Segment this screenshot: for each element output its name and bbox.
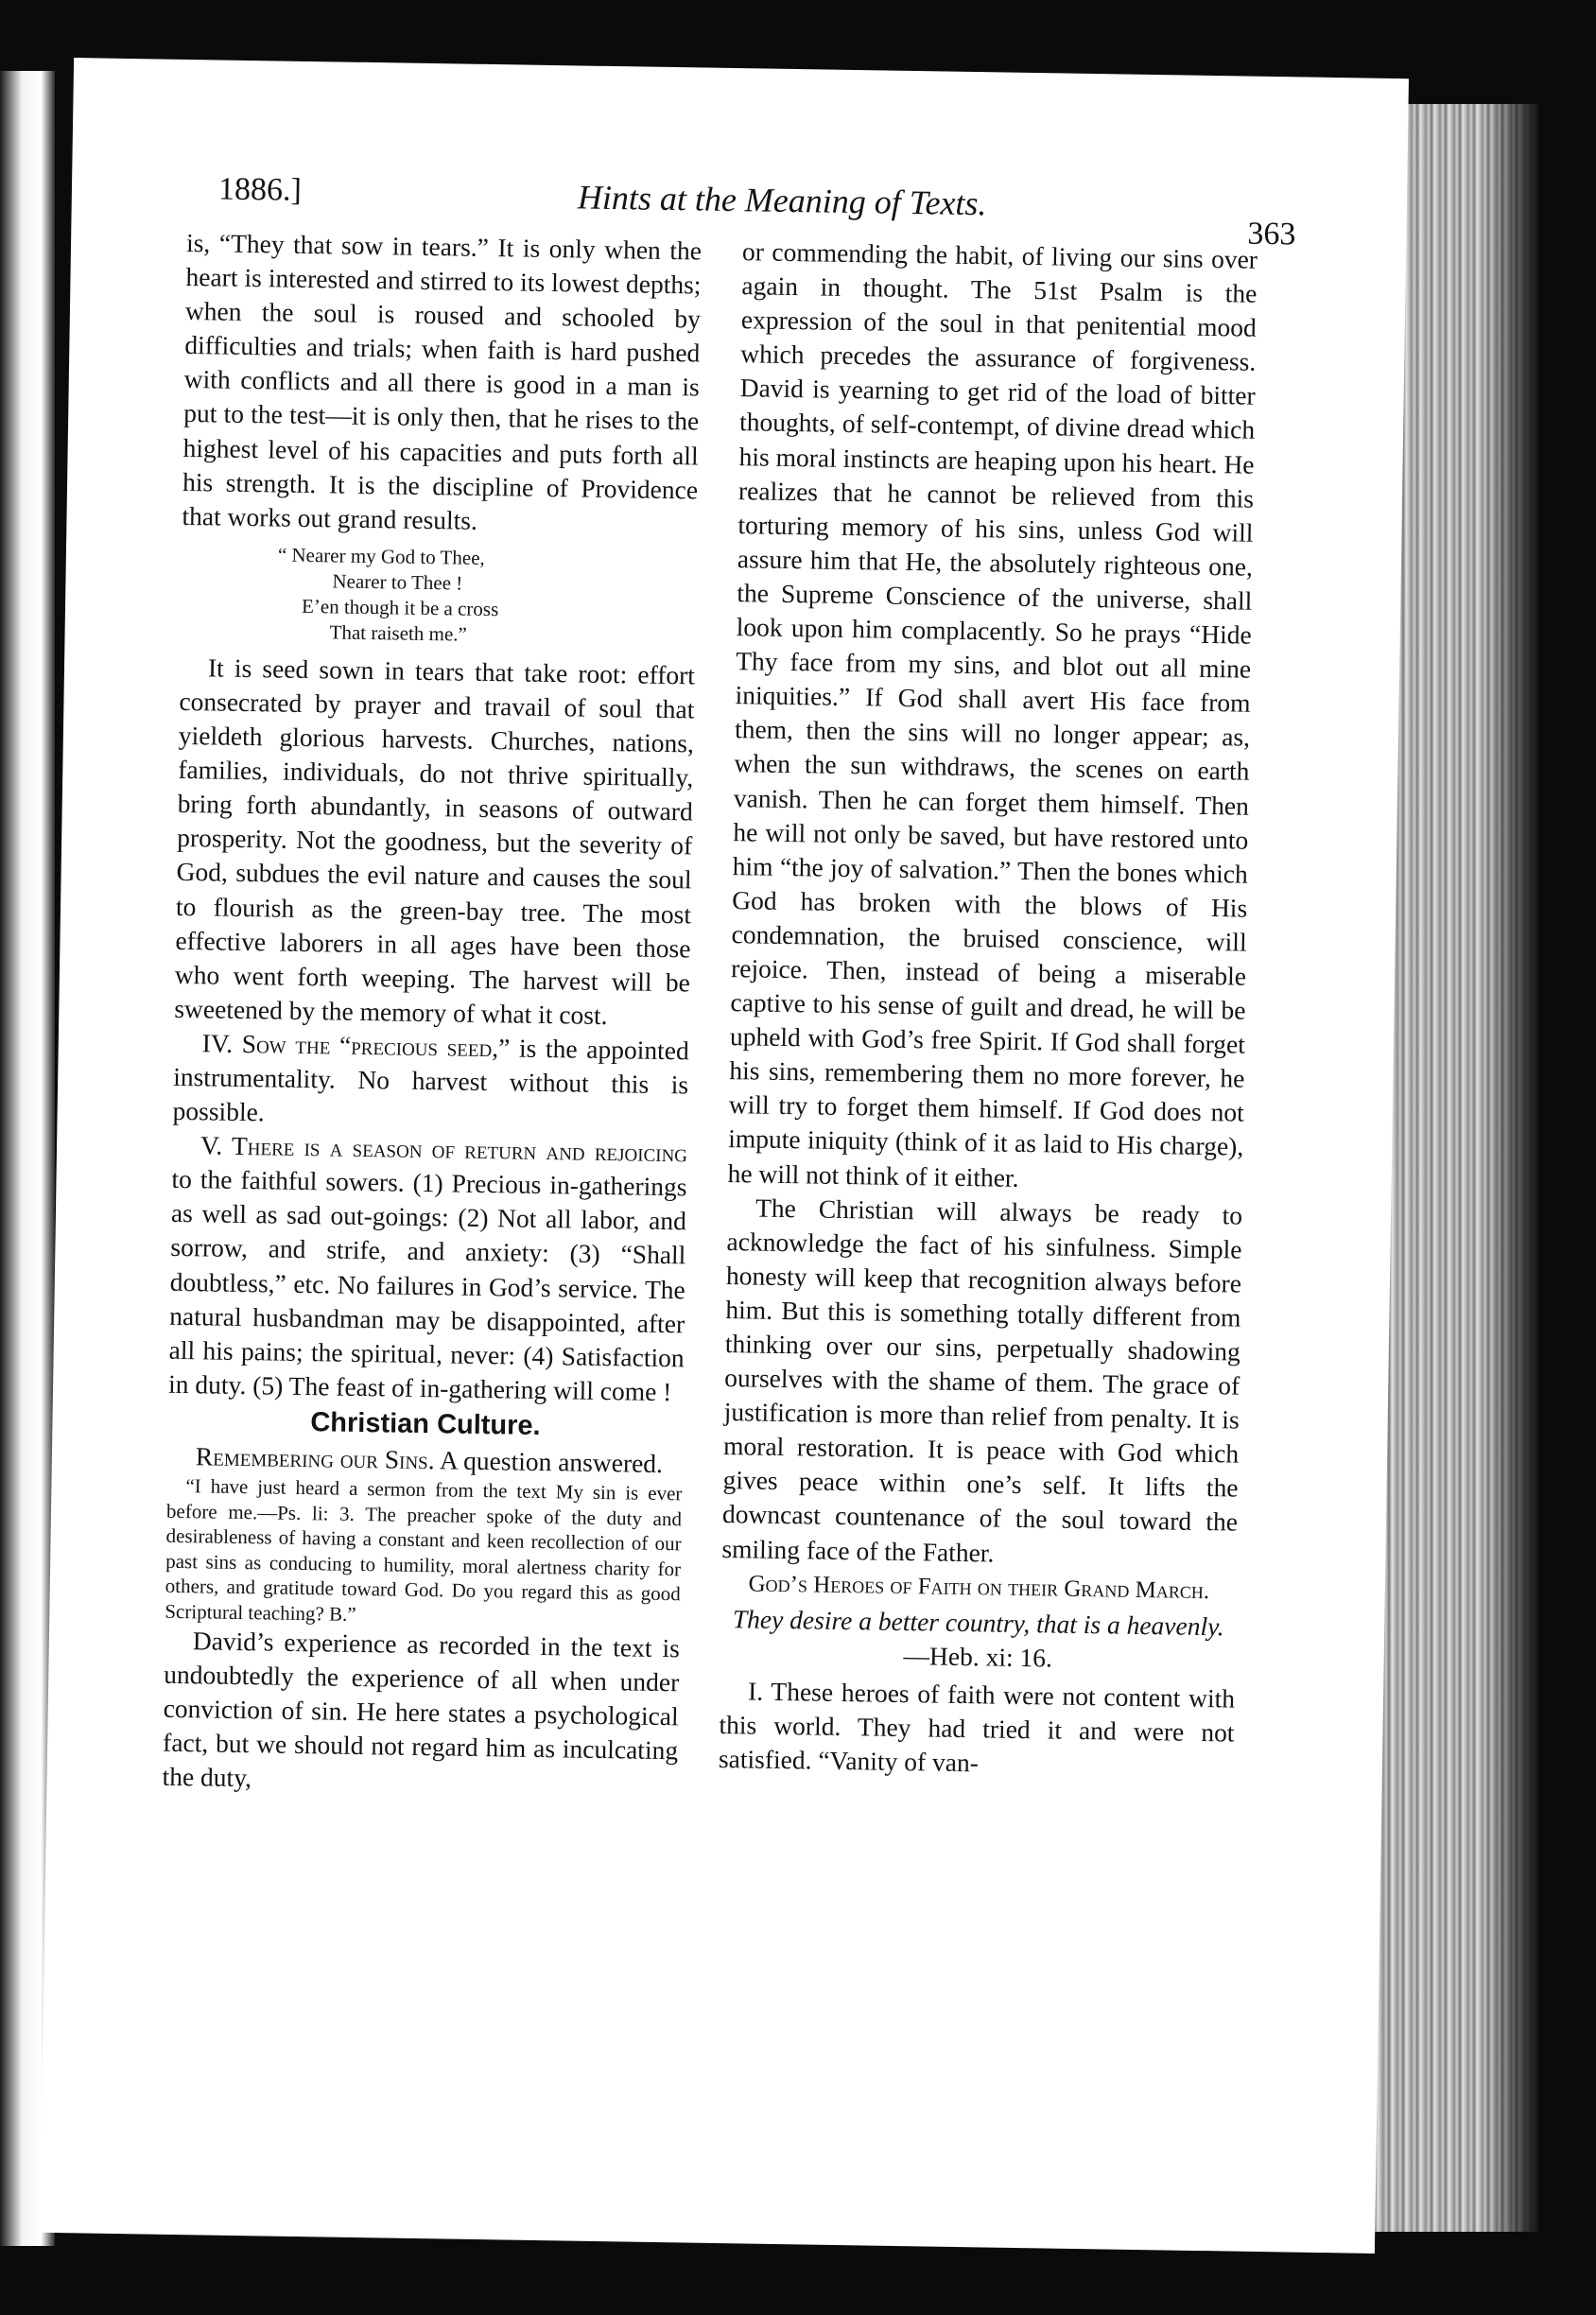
section-text: to the faithful sowers. (1) Precious in-gatherings as well as sad out-goings: (2) Not all labor, and sorrow, and strife, and anxiety: (3) “Shall doubtless,” etc. No failures in God’s service. The natural husbandman may be disappointed, after all his pains; the spiritual, never: (4) Satisfaction in duty. (5) The feast of in-gathering will come ! — [167, 1164, 687, 1406]
section-heading: Christian Culture. — [310, 1407, 541, 1441]
running-head-title: Hints at the Meaning of Texts. — [577, 178, 987, 223]
paragraph: I. These heroes of faith were not content with this world. They had tried it and were not satisfied. “Vanity of van- — [718, 1676, 1236, 1778]
running-head-year: 1886.] — [217, 171, 303, 208]
poem-quote — [180, 541, 697, 652]
paragraph — [168, 1128, 687, 1409]
paragraph: It is seed sown in tears that take root: effort consecrated by prayer and travail of soul that yieldeth glorious harvests. Churches, nations, families, individuals, do not thrive spiritually, bring forth abundantly, in seasons of outward prosperity. Not the goodness, but the severity of God, subdues the evil nature and causes the soul to flourish as the green-bay tree. The most effective laborers in all ages have been those who went forth weeping. The harvest will be sweetened by the memory of what it cost. — [174, 653, 696, 1030]
paragraph: David’s experience as recorded in the text is undoubtedly the experience of all when under conviction of sin. He here states a psychological fact, but we should not regard him as inculcating the duty, — [162, 1626, 681, 1793]
paragraph: The Christian will always be ready to acknowledge the fact of his sinfulness. Simple honesty will keep that recognition always before him. But this is something totally different from thinking over our sins, perpetually shadowing ourselves with the shame of them. The grace of justification is more than relief from penalty. It is moral restoration. It is peace with God which gives peace within one’s self. It lifts the downcast countenance of the soul toward the smiling face of the Father. — [721, 1192, 1243, 1568]
paragraph — [172, 1026, 689, 1137]
poem-line: E’en though it be a cross — [301, 594, 499, 621]
section-text: is the appointed instrumentality. No harvest without this is possible. — [172, 1033, 689, 1127]
scripture-citation: —Heb. xi: 16. — [903, 1640, 1053, 1673]
right-column — [719, 235, 1258, 1784]
page-number: 363 — [1247, 216, 1296, 252]
reader-question: “I have just heard a sermon from the text My sin is ever before me.—Ps. li: 3. The preacher spoke of the duty and desirableness of having a constant and keen recollection of our past sins as conducing to humility, moral alertness charity for others, and gratitude toward God. Do you regard this as good Scriptural teaching? B.” — [165, 1474, 683, 1626]
left-column — [162, 226, 702, 1802]
subsection-text: A question answered. — [434, 1445, 664, 1478]
subsection-title: Remembering our Sins. — [195, 1441, 435, 1475]
scripture-reference — [720, 1602, 1236, 1679]
section-lead: V. There is a season of return and rejoicing — [200, 1130, 688, 1168]
paragraph: is, “They that sow in tears.” It is only when the heart is interested and stirred to its lowest depths; when the soul is roused and schooled by difficulties and trials; when faith is hard pushed with conflicts and all there is good in a man is put to the test—it is only then, that he rises to the highest level of his capacities and puts forth all his strength. It is the discipline of Providence that works out grand results. — [182, 227, 703, 535]
poem-line: “ Nearer my God to Thee, — [277, 543, 485, 569]
section-lead: IV. Sow the “precious seed,” — [201, 1028, 511, 1063]
paragraph: or commending the habit, of living our sins over again in thought. The 51st Psalm is the expression of the soul in that penitential mood which precedes the assurance of forgiveness. David is yearning to get rid of the load of bitter thoughts, of self-contempt, of divine dread which his moral instincts are heaping upon his heart. He realizes that he cannot be relieved from this torturing memory of his sins, unless God will assure him that He, the absolutely righteous one, the Supreme Conscience of the universe, shall look upon him complacently. So he prays “Hide Thy face from my sins, and blot out all mine iniquities.” If God shall avert His face from them, then the sins will no longer appear; as, when the sun withdraws, the scenes on earth vanish. Then he can forget them himself. Then he will not only be saved, but have restored unto him “the joy of salvation.” Then the bones which God has broken with the blows of His condemnation, the bruised conscience, will rejoice. Then, instead of being a miserable captive to his sense of guilt and dread, he will be upheld with God’s free Spirit. If God shall forget his sins, remembering them no more forever, he will try to forget them himself. If God does not impute iniquity (think of it as laid to His charge), he will not think of it either. — [727, 236, 1258, 1192]
subsection-title: God’s Heroes of Faith on their Grand March. — [748, 1571, 1210, 1604]
book-page — [40, 58, 1409, 2254]
scripture-text: They desire a better country, that is a heavenly. — [732, 1603, 1224, 1642]
poem-line: That raiseth me.” — [329, 620, 468, 646]
poem-line: Nearer to Thee ! — [332, 569, 463, 595]
